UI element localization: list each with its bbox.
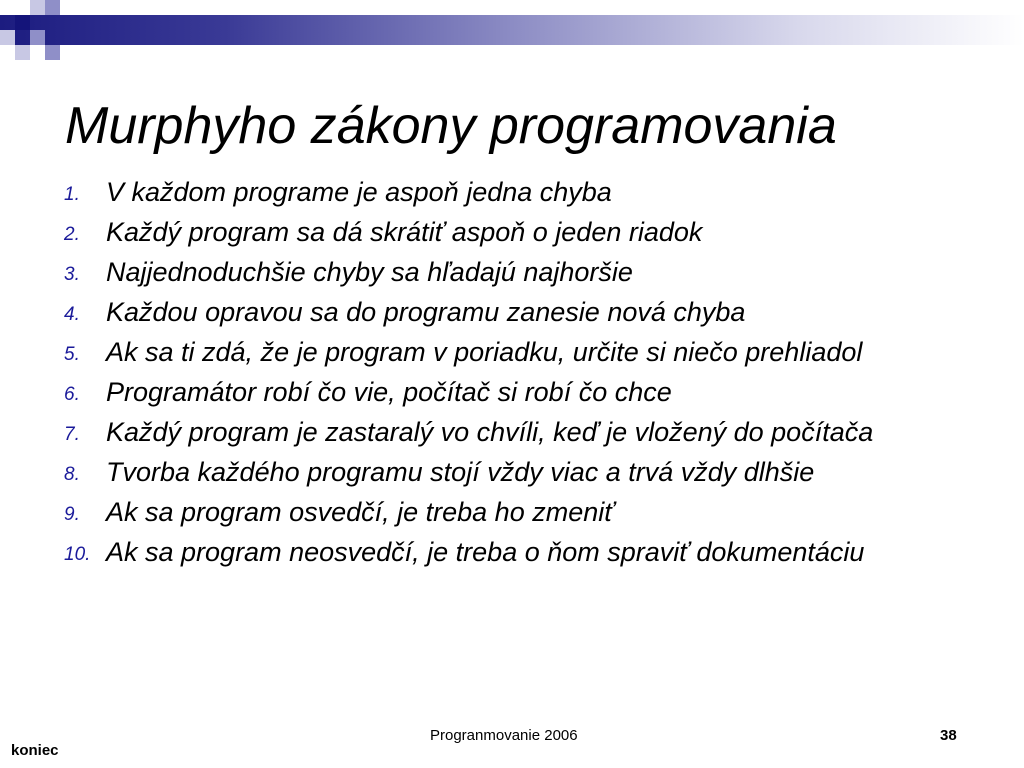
list-item-text: Každou opravou sa do programu zanesie nová chyba (106, 297, 746, 327)
list-item (64, 456, 964, 491)
list-item (64, 496, 964, 531)
list-item-number: 6. (64, 384, 80, 405)
list-item-number: 5. (64, 344, 80, 365)
list-item-text: Najjednoduchšie chyby sa hľadajú najhoršie (106, 257, 633, 287)
list-item-number: 3. (64, 264, 80, 285)
page-number: 38 (940, 727, 957, 744)
list-item-text: V každom programe je aspoň jedna chyba (106, 177, 612, 207)
decor-square-light (15, 45, 30, 60)
list-item (64, 296, 964, 331)
list-item-number: 1. (64, 184, 80, 205)
decor-square-light (30, 0, 45, 15)
list-item (64, 536, 964, 571)
list-item (64, 176, 964, 211)
list-item-number: 8. (64, 464, 80, 485)
list-item (64, 376, 964, 411)
list-item-number: 2. (64, 224, 80, 245)
list-item-text: Každý program sa dá skrátiť aspoň o jeden riadok (106, 217, 703, 247)
header-gradient-bar (0, 15, 1024, 45)
list-item (64, 336, 964, 371)
laws-list (64, 176, 964, 576)
list-item-text: Programátor robí čo vie, počítač si robí čo chce (106, 377, 672, 407)
footer-title: Progranmovanie 2006 (430, 727, 578, 744)
list-item-number: 4. (64, 304, 80, 325)
list-item-text: Ak sa program neosvedčí, je treba o ňom spraviť dokumentáciu (106, 537, 865, 567)
slide-title: Murphyho zákony programovania (65, 97, 837, 155)
list-item (64, 216, 964, 251)
list-item-number: 9. (64, 504, 80, 525)
decor-square-mid (30, 30, 45, 45)
list-item (64, 256, 964, 291)
list-item (64, 416, 964, 451)
decor-square-light (0, 30, 15, 45)
end-link[interactable]: koniec (11, 742, 59, 759)
list-item-text: Ak sa program osvedčí, je treba ho zmeniť (106, 497, 614, 527)
decor-square-mid (45, 45, 60, 60)
list-item-text: Tvorba každého programu stojí vždy viac a trvá vždy dlhšie (106, 457, 815, 487)
decor-square-mid (45, 0, 60, 15)
list-item-text: Každý program je zastaralý vo chvíli, keď je vložený do počítača (106, 417, 874, 447)
decor-square-dark (15, 15, 30, 30)
list-item-number: 10. (64, 544, 91, 565)
list-item-number: 7. (64, 424, 80, 445)
list-item-text: Ak sa ti zdá, že je program v poriadku, určite si niečo prehliadol (106, 337, 863, 367)
